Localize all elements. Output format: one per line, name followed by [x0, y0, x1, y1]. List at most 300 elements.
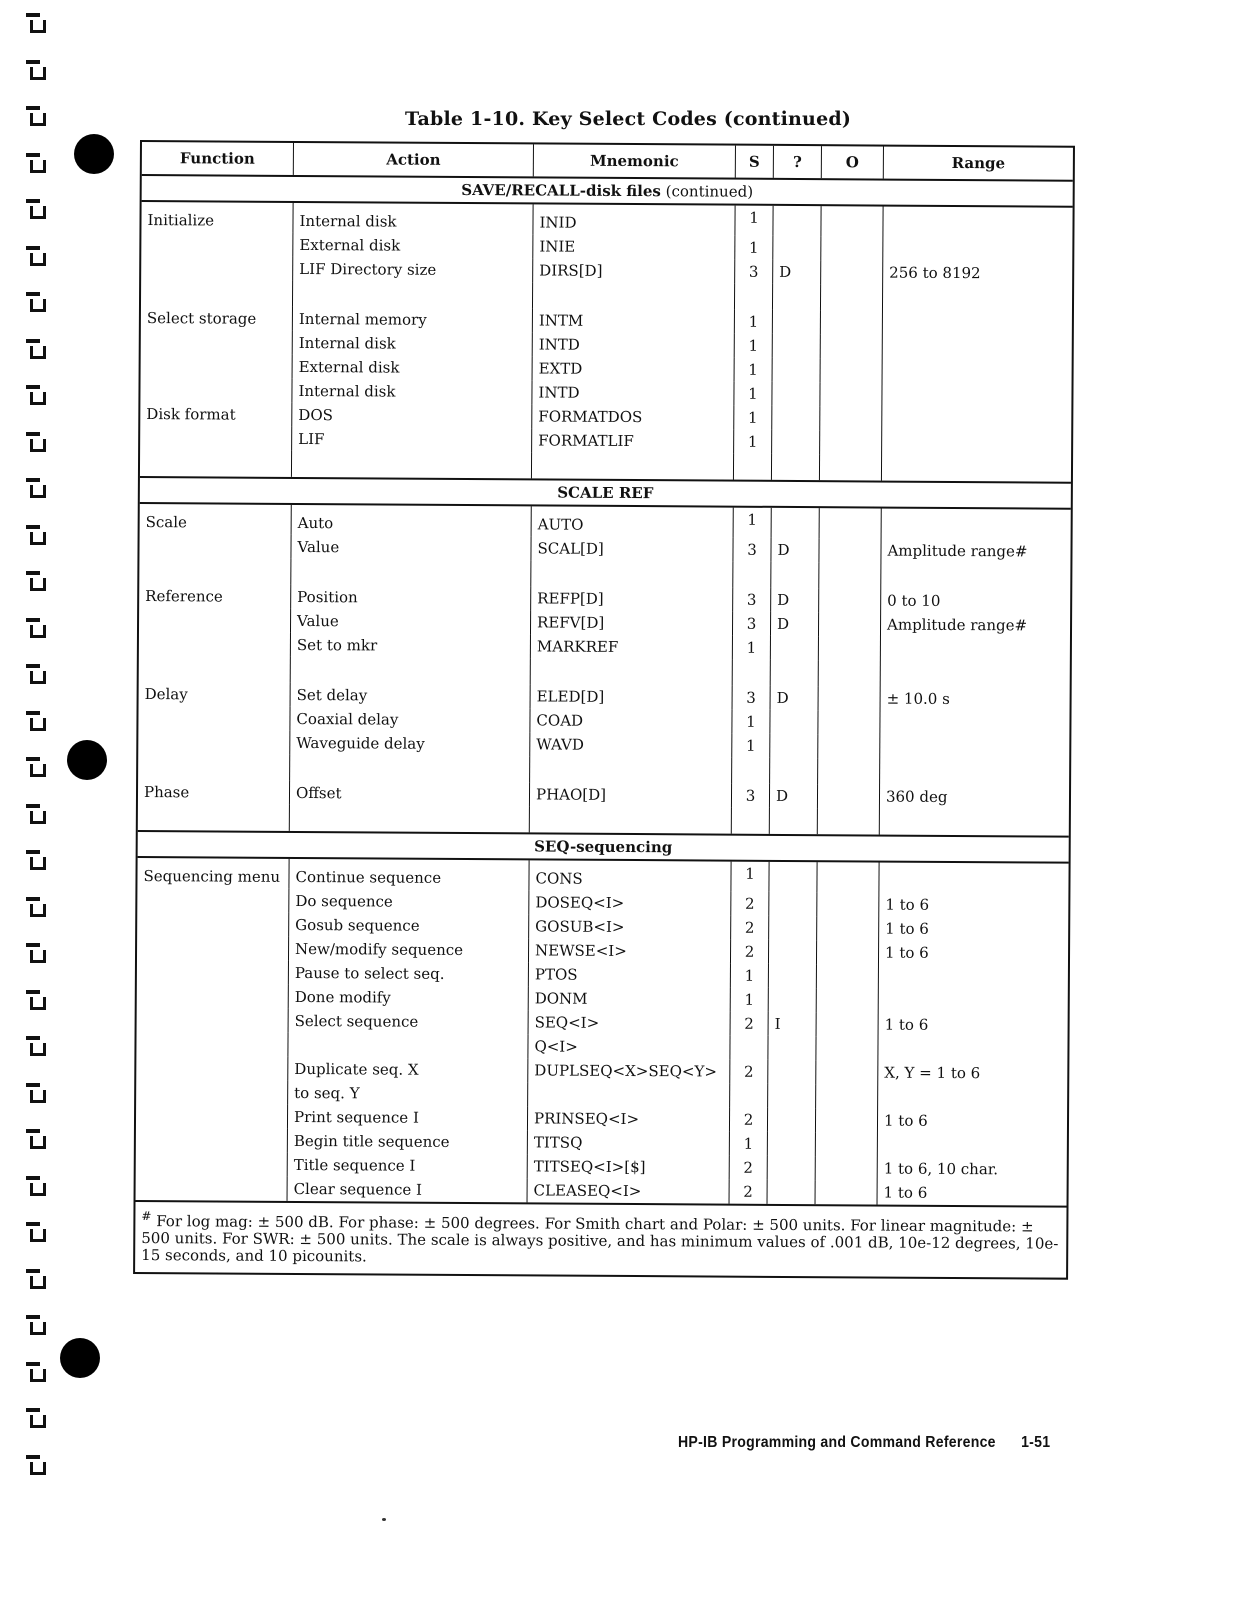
cell-q — [768, 1180, 816, 1204]
cell-o — [817, 988, 879, 1012]
cell-q — [769, 988, 817, 1012]
cell-o — [821, 334, 883, 358]
book-title: HP-IB Programming and Command Reference — [678, 1434, 996, 1451]
cell-s: 1 — [731, 862, 769, 892]
cell-s: 2 — [731, 916, 769, 940]
cell-s — [733, 660, 771, 686]
cell-mnemonic: NEWSE<I> — [529, 938, 731, 963]
cell-q: D — [773, 260, 821, 284]
cell-o — [818, 734, 880, 758]
section-heading-note: (continued) — [660, 182, 754, 201]
cell-q — [772, 430, 820, 454]
cell-s — [734, 454, 772, 480]
cell-range — [880, 759, 1069, 786]
section-heading-bold: SAVE/RECALL-disk files — [461, 180, 661, 201]
cell-action: Offset — [290, 781, 530, 806]
cell-o — [821, 206, 883, 236]
cell-range — [878, 1085, 1067, 1110]
cell-range: 1 to 6 — [884, 1015, 929, 1034]
cell-action: Do sequence — [289, 889, 529, 914]
binding-mark — [22, 475, 48, 497]
cell-mnemonic: REFV[D] — [531, 610, 733, 635]
binding-mark — [22, 894, 48, 916]
cell-o — [816, 1180, 878, 1204]
cell-o — [819, 588, 881, 612]
cell-s: 1 — [735, 236, 773, 260]
cell-q: D — [771, 686, 819, 710]
cell-action: Title sequence I — [288, 1153, 528, 1178]
cell-action: Done modify — [289, 985, 529, 1010]
cell-s: 2 — [730, 1180, 768, 1204]
cell-s: 1 — [731, 964, 769, 988]
cell-range: 1 to 6 — [883, 1111, 928, 1130]
binding-mark — [22, 847, 48, 869]
cell-s — [730, 1036, 768, 1060]
cell-function: Sequencing menu — [137, 858, 289, 889]
cell-o — [818, 758, 880, 784]
cell-function — [138, 804, 290, 831]
page-footer — [678, 1434, 1050, 1452]
cell-mnemonic: INIE — [533, 234, 735, 259]
cell-s: 2 — [731, 892, 769, 916]
spacer-row — [138, 804, 1069, 836]
cell-range — [879, 965, 1068, 990]
cell-action — [291, 559, 531, 586]
cell-o — [819, 660, 881, 686]
cell-action: Value — [291, 535, 531, 560]
cell-s: 1 — [735, 334, 773, 358]
cell-mnemonic: DIRS[D] — [533, 258, 735, 283]
cell-mnemonic: AUTO — [532, 506, 734, 537]
cell-q — [768, 1108, 816, 1132]
column-header: Action — [294, 143, 534, 176]
cell-o — [819, 562, 881, 588]
cell-function — [136, 1176, 288, 1201]
cell-function — [137, 1008, 289, 1033]
cell-range — [880, 735, 1069, 760]
cell-range — [878, 1037, 1067, 1062]
cell-o — [820, 406, 882, 430]
cell-range — [882, 431, 1071, 456]
cell-range — [883, 237, 1072, 262]
cell-function — [141, 280, 293, 307]
key-select-codes-table — [133, 140, 1075, 1280]
cell-function — [141, 354, 293, 379]
cell-mnemonic: DUPLSEQ<X>SEQ<Y> — [528, 1058, 730, 1083]
cell-mnemonic: INTD — [532, 380, 734, 405]
cell-range — [878, 1133, 1067, 1158]
section-body — [136, 858, 1069, 1208]
binding-mark — [22, 1126, 48, 1148]
cell-action — [291, 657, 531, 684]
cell-o — [816, 1156, 878, 1180]
cell-range — [881, 661, 1070, 688]
cell-action — [290, 755, 530, 782]
cell-action — [292, 451, 532, 478]
cell-mnemonic: INTD — [533, 332, 735, 357]
cell-o — [819, 612, 881, 636]
cell-q — [772, 454, 820, 480]
cell-q — [769, 862, 817, 892]
cell-range — [883, 285, 1072, 312]
cell-function — [139, 656, 291, 683]
cell-function: Phase — [138, 780, 290, 805]
cell-mnemonic — [532, 452, 734, 479]
cell-function — [139, 632, 291, 657]
cell-o — [820, 430, 882, 454]
cell-function: Reference — [139, 584, 291, 609]
cell-q — [772, 382, 820, 406]
cell-mnemonic — [530, 756, 732, 783]
cell-mnemonic: INID — [533, 204, 735, 235]
cell-function: Select storage — [141, 306, 293, 331]
binding-mark — [22, 1405, 48, 1427]
cell-s: 3 — [733, 612, 771, 636]
cell-q: D — [771, 612, 819, 636]
cell-function — [137, 912, 289, 937]
cell-s: 1 — [731, 988, 769, 1012]
cell-q — [773, 236, 821, 260]
cell-s: 1 — [734, 406, 772, 430]
cell-q — [771, 660, 819, 686]
footnote — [135, 1202, 1066, 1278]
cell-mnemonic — [531, 658, 733, 685]
cell-action: Begin title sequence — [288, 1129, 528, 1154]
cell-s: 1 — [735, 310, 773, 334]
cell-mnemonic: SCAL[D] — [531, 536, 733, 561]
cell-q: D — [771, 588, 819, 612]
cell-function — [137, 960, 289, 985]
cell-action — [293, 281, 533, 308]
cell-mnemonic: PRINSEQ<I> — [528, 1106, 730, 1131]
cell-q — [770, 758, 818, 784]
binding-mark — [22, 1452, 48, 1474]
cell-q — [773, 334, 821, 358]
cell-q — [770, 734, 818, 758]
binding-mark — [22, 382, 48, 404]
cell-mnemonic — [531, 560, 733, 587]
cell-action: Set delay — [291, 683, 531, 708]
cell-q — [771, 562, 819, 588]
cell-o — [817, 940, 879, 964]
cell-range: 360 deg — [885, 787, 948, 806]
cell-mnemonic: Q<I> — [528, 1034, 730, 1059]
cell-o — [817, 916, 879, 940]
table-header — [142, 142, 1073, 182]
cell-mnemonic: PTOS — [529, 962, 731, 987]
cell-function — [141, 330, 293, 355]
cell-q — [769, 892, 817, 916]
cell-function — [140, 378, 292, 403]
cell-function — [139, 608, 291, 633]
cell-function — [138, 730, 290, 755]
column-header: ? — [774, 146, 822, 178]
cell-action: Internal disk — [292, 379, 532, 404]
cell-function — [136, 1152, 288, 1177]
cell-function: Disk format — [140, 402, 292, 427]
cell-range — [879, 863, 1068, 894]
cell-mnemonic — [530, 806, 732, 833]
cell-q — [773, 310, 821, 334]
cell-mnemonic: WAVD — [530, 732, 732, 757]
cell-mnemonic — [533, 282, 735, 309]
table-title: Table 1-10. Key Select Codes (continued) — [405, 108, 852, 130]
cell-o — [817, 964, 879, 988]
punch-hole — [60, 1338, 100, 1378]
cell-range — [881, 563, 1070, 590]
cell-action: Clear sequence I — [288, 1177, 528, 1202]
binding-mark — [22, 801, 48, 823]
cell-range — [881, 637, 1070, 662]
cell-action — [290, 805, 530, 832]
cell-q: I — [769, 1012, 817, 1036]
cell-action: Position — [291, 585, 531, 610]
cell-function — [136, 1080, 288, 1105]
cell-range: 1 to 6 — [883, 1183, 928, 1202]
cell-q — [769, 940, 817, 964]
cell-s: 2 — [730, 1156, 768, 1180]
binding-mark — [22, 243, 48, 265]
cell-range — [880, 809, 1069, 836]
cell-function — [138, 754, 290, 781]
cell-range: 0 to 10 — [887, 591, 941, 610]
cell-s: 1 — [732, 710, 770, 734]
cell-s: 1 — [735, 206, 773, 236]
cell-range: 1 to 6, 10 char. — [883, 1159, 999, 1179]
cell-q — [772, 508, 820, 538]
cell-range: 1 to 6 — [884, 943, 929, 962]
cell-q — [770, 710, 818, 734]
cell-o — [819, 636, 881, 660]
cell-q — [773, 358, 821, 382]
section-body — [138, 504, 1071, 838]
cell-function — [140, 426, 292, 451]
cell-action: Pause to select seq. — [289, 961, 529, 986]
cell-o — [820, 508, 882, 538]
binding-mark — [22, 429, 48, 451]
cell-s: 3 — [732, 784, 770, 808]
cell-o — [818, 784, 880, 808]
cell-range — [882, 509, 1071, 540]
cell-action: DOS — [292, 403, 532, 428]
cell-range: Amplitude range# — [886, 615, 1028, 635]
cell-q — [768, 1156, 816, 1180]
cell-q: D — [770, 784, 818, 808]
cell-q — [772, 406, 820, 430]
cell-range: Amplitude range# — [887, 541, 1028, 561]
cell-mnemonic: INTM — [533, 308, 735, 333]
cell-range — [883, 335, 1072, 360]
cell-s — [732, 758, 770, 784]
table-row — [136, 1176, 1067, 1206]
cell-s: 2 — [731, 940, 769, 964]
cell-mnemonic: PHAO[D] — [530, 782, 732, 807]
cell-mnemonic: CLEASEQ<I> — [528, 1178, 730, 1203]
cell-o — [817, 862, 879, 892]
cell-action: Continue sequence — [289, 859, 529, 890]
cell-mnemonic: REFP[D] — [531, 586, 733, 611]
cell-action: LIF Directory size — [293, 257, 533, 282]
binding-mark — [22, 615, 48, 637]
cell-o — [816, 1132, 878, 1156]
cell-o — [818, 710, 880, 734]
cell-o — [819, 538, 881, 562]
cell-mnemonic: TITSEQ<I>[$] — [528, 1154, 730, 1179]
section-heading-bold: SEQ-sequencing — [534, 837, 673, 857]
cell-s: 1 — [732, 734, 770, 758]
cell-function — [141, 256, 293, 281]
cell-action: Duplicate seq. X — [288, 1057, 528, 1082]
speck — [382, 1518, 386, 1521]
binding-mark — [22, 150, 48, 172]
cell-s: 3 — [735, 260, 773, 284]
cell-s: 1 — [734, 382, 772, 406]
cell-action: Set to mkr — [291, 633, 531, 658]
cell-function: Scale — [140, 504, 292, 535]
cell-q: D — [771, 538, 819, 562]
cell-function: Delay — [139, 682, 291, 707]
cell-q — [768, 1036, 816, 1060]
cell-function — [136, 1056, 288, 1081]
cell-o — [819, 686, 881, 710]
binding-mark — [22, 103, 48, 125]
cell-mnemonic — [528, 1082, 730, 1107]
cell-s: 2 — [731, 1012, 769, 1036]
binding-mark — [22, 336, 48, 358]
cell-mnemonic: DOSEQ<I> — [529, 890, 731, 915]
cell-action: Waveguide delay — [290, 731, 530, 756]
cell-o — [817, 1012, 879, 1036]
cell-action: External disk — [293, 355, 533, 380]
cell-action: Auto — [292, 505, 532, 536]
cell-mnemonic: EXTD — [533, 356, 735, 381]
cell-action: Internal memory — [293, 307, 533, 332]
cell-s: 2 — [730, 1060, 768, 1084]
cell-action: Internal disk — [293, 203, 533, 234]
cell-mnemonic: SEQ<I> — [529, 1010, 731, 1035]
cell-mnemonic: FORMATDOS — [532, 404, 734, 429]
binding-mark — [22, 522, 48, 544]
binding-mark — [22, 57, 48, 79]
cell-s: 1 — [735, 358, 773, 382]
cell-function: Initialize — [141, 202, 293, 233]
cell-range: 256 to 8192 — [889, 263, 981, 283]
cell-q — [769, 916, 817, 940]
cell-mnemonic: CONS — [529, 860, 731, 891]
cell-s — [732, 808, 770, 834]
cell-function — [141, 232, 293, 257]
column-header: O — [822, 146, 884, 178]
cell-action: Gosub sequence — [289, 913, 529, 938]
cell-range: 1 to 6 — [885, 919, 929, 938]
cell-range — [883, 359, 1072, 384]
cell-o — [816, 1060, 878, 1084]
section-body — [140, 202, 1073, 484]
cell-range — [883, 207, 1072, 238]
cell-action: Select sequence — [289, 1009, 529, 1034]
column-header: Function — [142, 142, 294, 175]
cell-range — [880, 711, 1069, 736]
cell-function — [136, 1032, 288, 1057]
cell-range — [882, 455, 1071, 482]
cell-o — [817, 892, 879, 916]
cell-o — [820, 382, 882, 406]
cell-action: Internal disk — [293, 331, 533, 356]
binding-mark — [22, 708, 48, 730]
cell-function — [137, 984, 289, 1009]
cell-q — [773, 284, 821, 310]
cell-range — [882, 383, 1071, 408]
cell-o — [821, 358, 883, 382]
cell-function — [137, 888, 289, 913]
cell-s: 3 — [733, 686, 771, 710]
cell-o — [821, 310, 883, 334]
cell-s: 1 — [734, 430, 772, 454]
binding-mark — [22, 289, 48, 311]
punch-hole — [74, 134, 114, 174]
footnote-text: For log mag: ± 500 dB. For phase: ± 500 degrees. For Smith chart and Polar: ± 500 units. For linear magnitude: ± 500 units. For SWR: ± 500 units. The scale is always positive, and has minimum values of .001 dB, 10e-12 degrees, 10e-15 seconds, and 10 picounits. — [141, 1212, 1059, 1266]
binding-mark — [22, 1173, 48, 1195]
binding-mark — [22, 754, 48, 776]
cell-q — [771, 636, 819, 660]
footnote-symbol: # — [141, 1209, 152, 1224]
binding-mark — [22, 196, 48, 218]
cell-function — [140, 450, 292, 477]
cell-function — [138, 706, 290, 731]
cell-o — [816, 1036, 878, 1060]
cell-function — [139, 558, 291, 585]
binding-mark — [22, 10, 48, 32]
cell-range — [879, 989, 1068, 1014]
cell-range — [882, 407, 1071, 432]
cell-q — [770, 808, 818, 834]
cell-mnemonic: FORMATLIF — [532, 428, 734, 453]
cell-s: 1 — [733, 636, 771, 660]
binding-mark — [22, 1033, 48, 1055]
cell-action: to seq. Y — [288, 1081, 528, 1106]
binding-mark — [22, 568, 48, 590]
cell-o — [816, 1108, 878, 1132]
cell-s: 3 — [733, 538, 771, 562]
cell-mnemonic: DONM — [529, 986, 731, 1011]
cell-mnemonic: TITSQ — [528, 1130, 730, 1155]
binding-mark — [22, 661, 48, 683]
cell-range: X, Y = 1 to 6 — [884, 1063, 981, 1083]
cell-s — [735, 284, 773, 310]
binding-mark — [22, 1359, 48, 1381]
punch-hole — [67, 740, 107, 780]
binding-mark — [22, 1266, 48, 1288]
binding-mark — [22, 1219, 48, 1241]
cell-range — [883, 311, 1072, 336]
cell-o — [818, 808, 880, 834]
cell-q — [769, 964, 817, 988]
cell-s: 3 — [733, 588, 771, 612]
binding-mark — [22, 987, 48, 1009]
cell-range: ± 10.0 s — [886, 689, 950, 708]
cell-function — [136, 1104, 288, 1129]
cell-action: LIF — [292, 427, 532, 452]
cell-q — [768, 1132, 816, 1156]
spacer-row — [140, 450, 1071, 482]
cell-function — [136, 1128, 288, 1153]
binding-mark — [22, 940, 48, 962]
binding-mark — [22, 1080, 48, 1102]
cell-action: External disk — [293, 233, 533, 258]
cell-o — [821, 260, 883, 284]
cell-action — [288, 1033, 528, 1058]
cell-q — [768, 1084, 816, 1108]
